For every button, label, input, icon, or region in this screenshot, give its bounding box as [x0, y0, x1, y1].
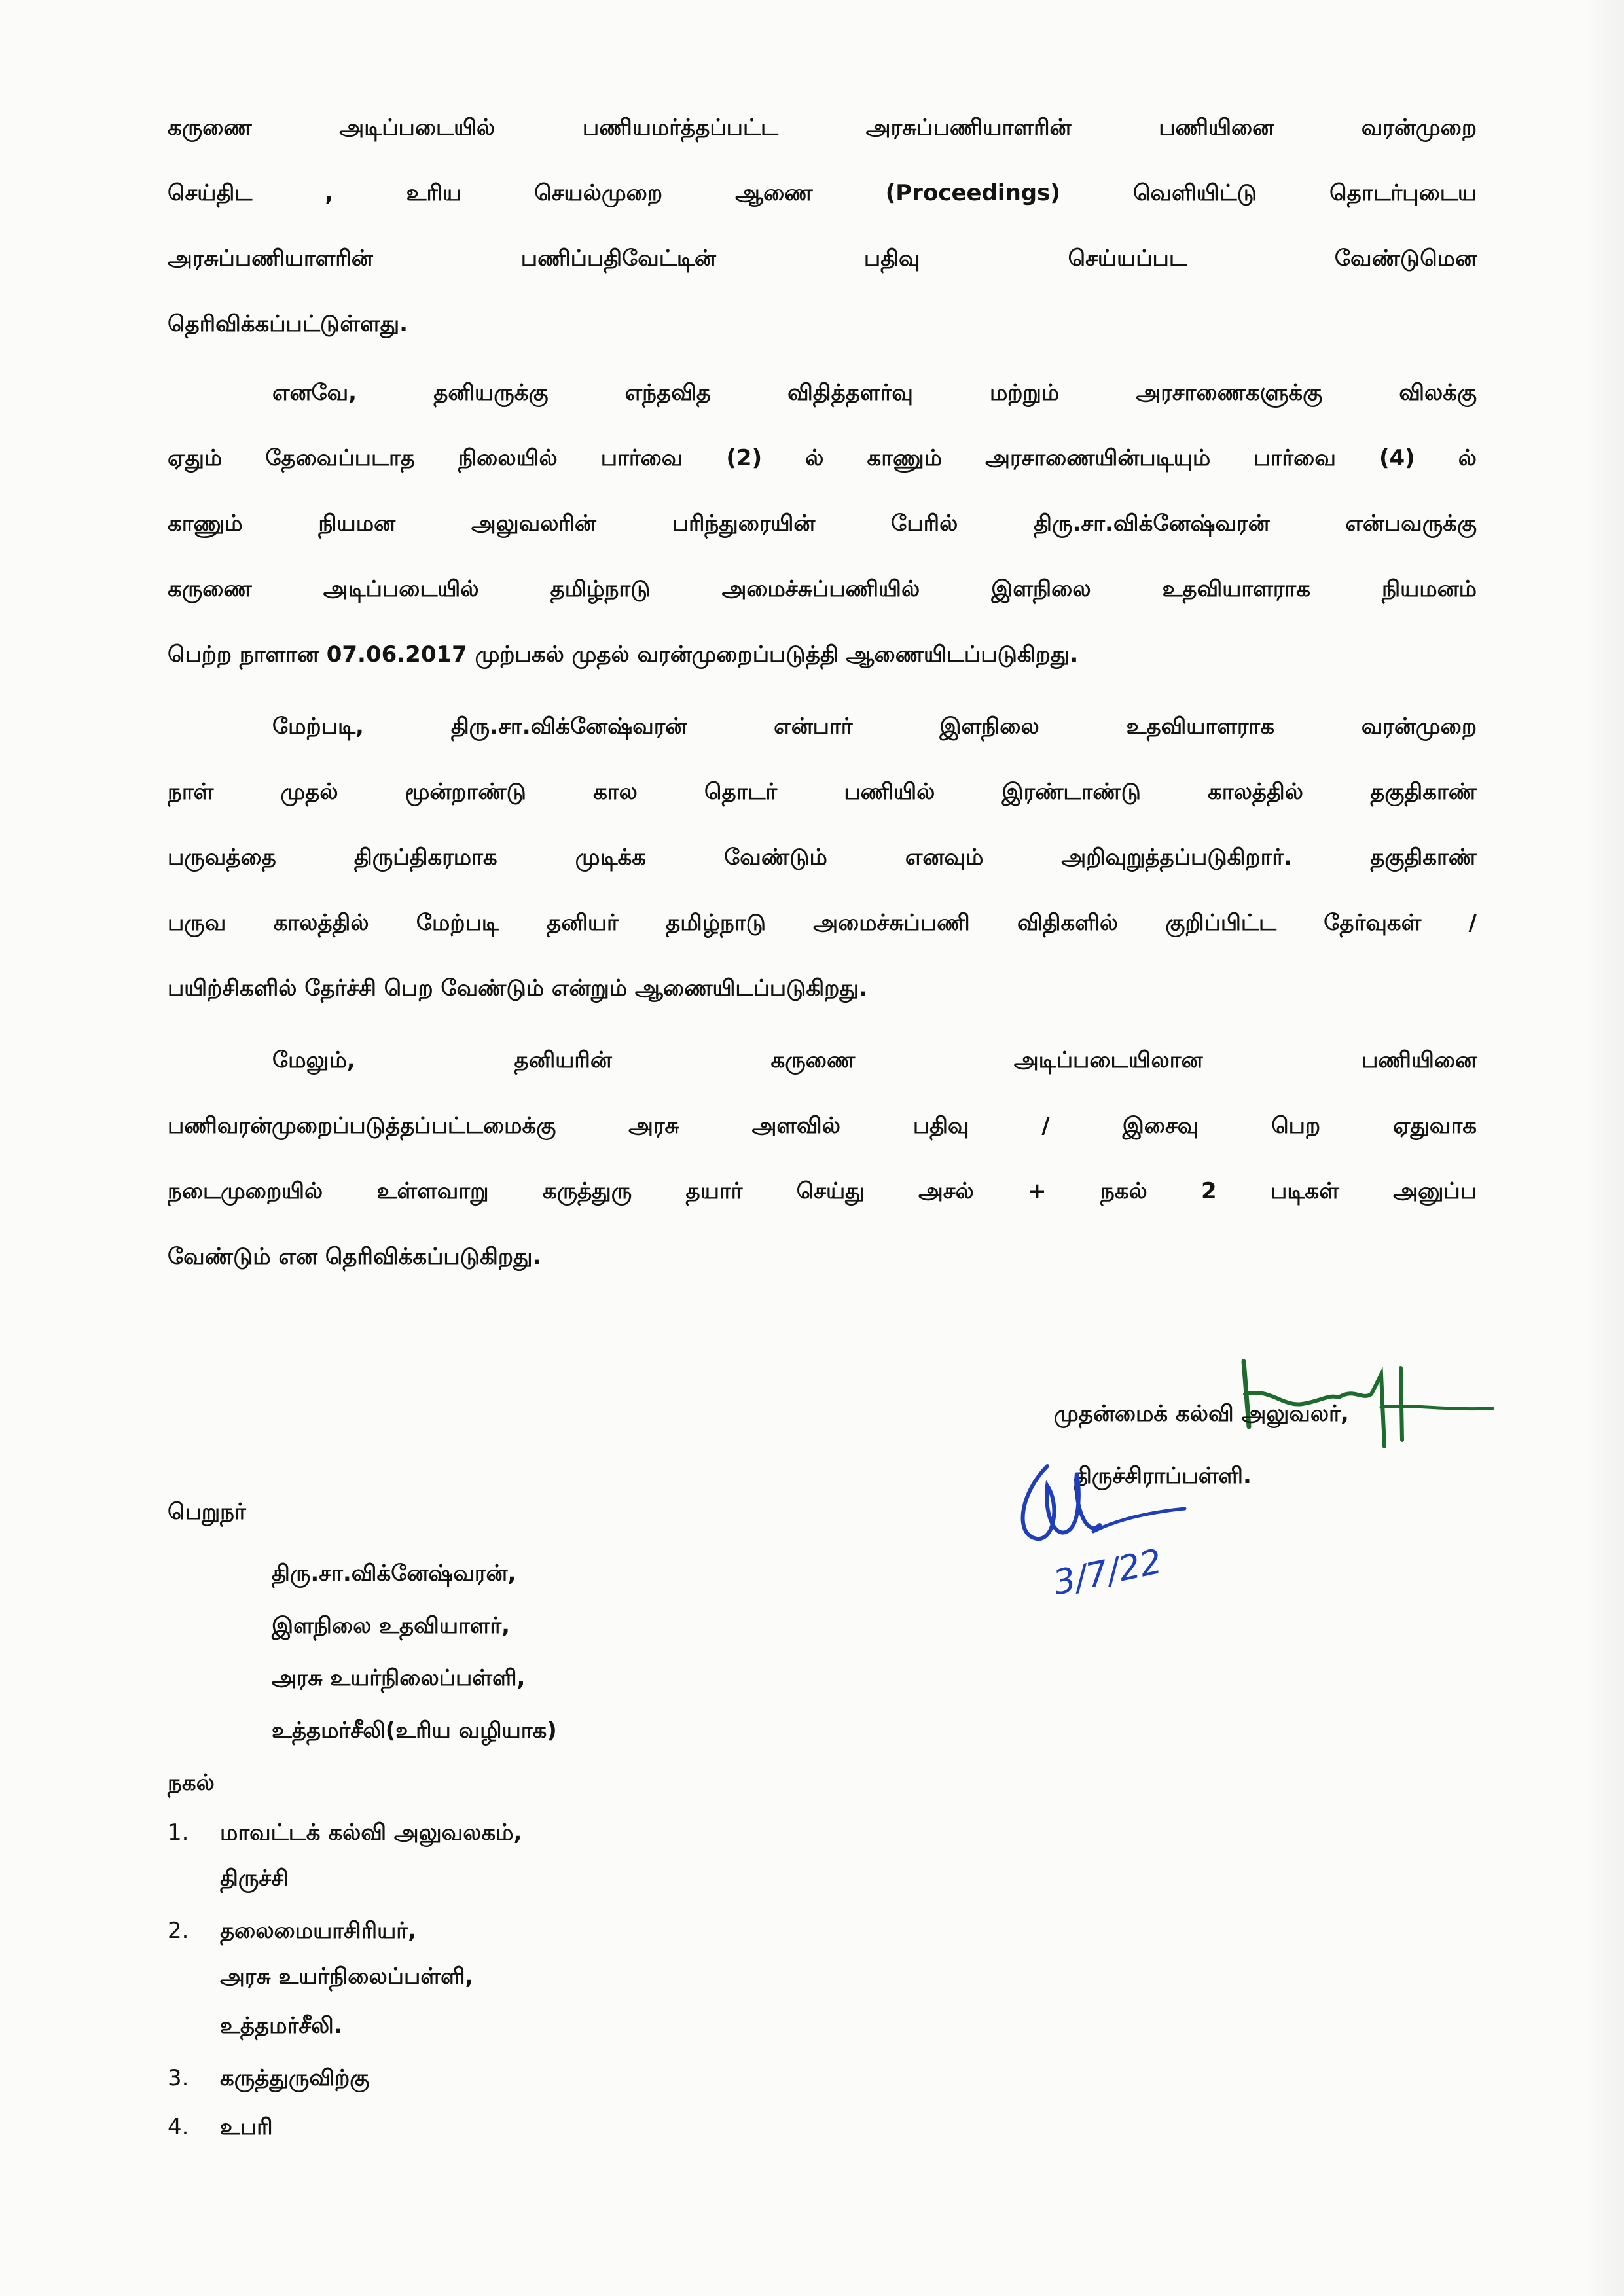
paragraph-probation-instruction: [168, 704, 1477, 1018]
copy-item-4-number: 4.: [168, 2114, 189, 2140]
paragraph-4-line-2: பணிவரன்முறைப்படுத்தப்பட்டமைக்கு அரசு அளவில் பதிவு / இசைவு பெற ஏதுவாக: [168, 1113, 1477, 1139]
signature-place: திருச்சிராப்பள்ளி.: [1074, 1463, 1252, 1489]
copy-item-2-number: 2.: [168, 1918, 189, 1944]
initial-date-text: 3/7/22: [1050, 1541, 1166, 1604]
copy-item-1-number: 1.: [168, 1820, 189, 1846]
recipient-line-1: திரு.சா.விக்னேஷ்வரன்,: [272, 1560, 516, 1587]
copy-item-1-line-1: மாவட்டக் கல்வி அலுவலகம்,: [220, 1820, 522, 1846]
paragraph-2-line-2: ஏதும் தேவைப்படாத நிலையில் பார்வை (2) ல் காணும் அரசாணையின்படியும் பார்வை (4) ல்: [168, 445, 1477, 471]
paragraph-1-line-1: கருணை அடிப்படையில் பணியமர்த்தப்பட்ட அரசுப்பணியாளரின் பணியினை வரன்முறை: [168, 115, 1477, 141]
copy-item-2-line-1: தலைமையாசிரியர்,: [220, 1918, 416, 1944]
paragraph-proposal-request: [168, 1037, 1477, 1299]
copy-item-2-line-2: அரசு உயர்நிலைப்பள்ளி,: [220, 1964, 474, 1990]
initial-with-date: [1008, 1453, 1204, 1604]
copy-item-3-number: 3.: [168, 2065, 189, 2091]
paragraph-regularisation-procedure: [168, 105, 1477, 380]
copy-to-list: [0, 1813, 785, 2206]
recipient-line-2: இளநிலை உதவியாளர்,: [272, 1613, 511, 1639]
paragraph-3-line-5: பயிற்சிகளில் தேர்ச்சி பெற வேண்டும் என்றும் ஆணையிடப்படுகிறது.: [168, 975, 867, 1001]
signature-designation: முதன்மைக் கல்வி அலுவலர்,: [1054, 1401, 1349, 1427]
paragraph-1-line-2: செய்திட , உரிய செயல்முறை ஆணை (Proceedings) வெளியிட்டு தொடர்புடைய: [168, 180, 1477, 206]
paragraph-3-line-4: பருவ காலத்தில் மேற்படி தனியர் தமிழ்நாடு அமைச்சுப்பணி விதிகளில் குறிப்பிட்ட தேர்வுகள் /: [168, 910, 1477, 936]
paper-edge-shadow: [1585, 0, 1624, 2296]
paragraph-2-line-1: எனவே, தனியருக்கு எந்தவித விதித்தளர்வு மற்றும் அரசாணைகளுக்கு விலக்கு: [272, 380, 1477, 406]
copy-item-4-line-1: உபரி: [220, 2114, 273, 2140]
paragraph-4-line-4: வேண்டும் என தெரிவிக்கப்படுகிறது.: [168, 1244, 541, 1270]
paragraph-regularisation-order: [168, 370, 1477, 684]
copy-item-1-line-2: திருச்சி: [220, 1865, 289, 1892]
paragraph-2-line-5: பெற்ற நாளான 07.06.2017 முற்பகல் முதல் வரன்முறைப்படுத்தி ஆணையிடப்படுகிறது.: [168, 641, 1079, 668]
paragraph-2-line-3: காணும் நியமன அலுவலரின் பரிந்துரையின் பேரில் திரு.சா.விக்னேஷ்வரன் என்பவருக்கு: [168, 511, 1477, 537]
paragraph-3-line-1: மேற்படி, திரு.சா.விக்னேஷ்வரன் என்பார் இளநிலை உதவியாளராக வரன்முறை: [272, 713, 1477, 740]
recipient-heading: பெறுநர்: [168, 1499, 246, 1525]
paragraph-2-line-4: கருணை அடிப்படையில் தமிழ்நாடு அமைச்சுப்பணியில் இளநிலை உதவியாளராக நியமனம்: [168, 576, 1477, 602]
paragraph-1-line-3: அரசுப்பணியாளரின் பணிப்பதிவேட்டின் பதிவு செய்யப்பட வேண்டுமென: [168, 245, 1477, 272]
paragraph-4-line-1: மேலும், தனியரின் கருணை அடிப்படையிலான பணியினை: [272, 1047, 1477, 1073]
copy-item-3-line-1: கருத்துருவிற்கு: [220, 2065, 370, 2091]
copy-to-heading: நகல்: [168, 1770, 215, 1796]
paragraph-4-line-3: நடைமுறையில் உள்ளவாறு கருத்துரு தயார் செய்து அசல் + நகல் 2 படிகள் அனுப்ப: [168, 1178, 1477, 1204]
recipient-line-3: அரசு உயர்நிலைப்பள்ளி,: [272, 1665, 526, 1691]
copy-item-2-line-3: உத்தமர்சீலி.: [220, 2013, 342, 2039]
paragraph-3-line-3: பருவத்தை திருப்திகரமாக முடிக்க வேண்டும் எனவும் அறிவுறுத்தப்படுகிறார். தகுதிகாண்: [168, 844, 1477, 870]
paragraph-1-line-4: தெரிவிக்கப்பட்டுள்ளது.: [168, 311, 408, 337]
paragraph-3-line-2: நாள் முதல் மூன்றாண்டு கால தொடர் பணியில் இரண்டாண்டு காலத்தில் தகுதிகாண்: [168, 779, 1477, 805]
recipient-line-4: உத்தமர்சீலி(உரிய வழியாக): [272, 1717, 557, 1744]
